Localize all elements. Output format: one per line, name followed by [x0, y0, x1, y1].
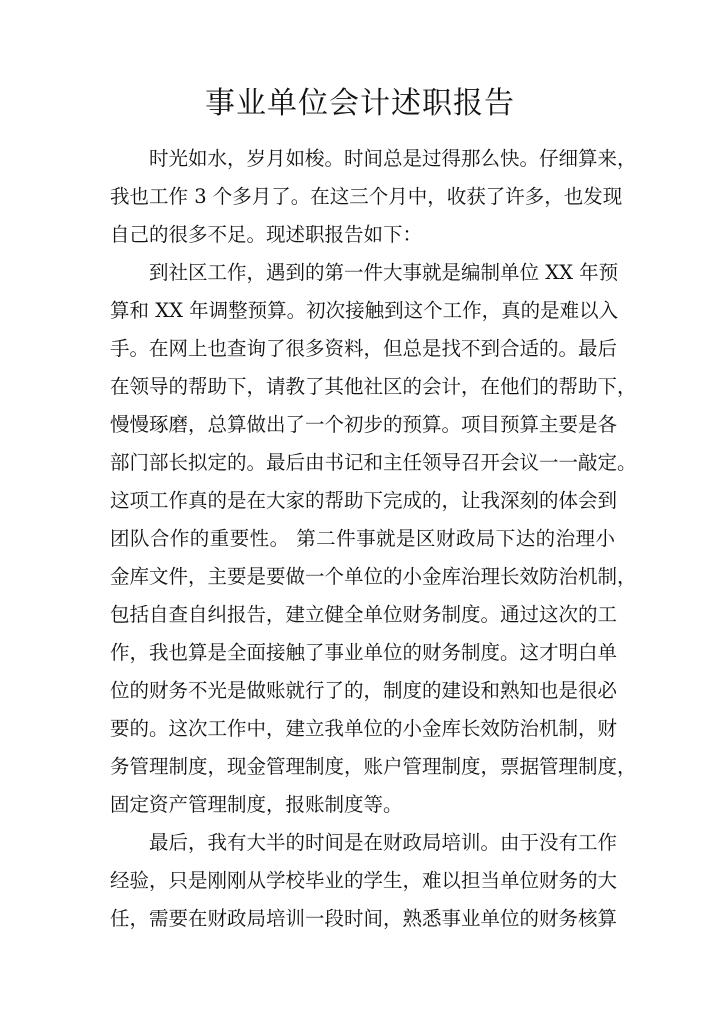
- text-line: 最后，我有大半的时间是在财政局培训。由于没有工作: [149, 831, 618, 854]
- text-line: 到社区工作，遇到的第一件大事就是编制单位 XX 年预: [149, 261, 619, 284]
- text-line: 要的。这次工作中，建立我单位的小金库长效防治机制，财: [110, 717, 618, 740]
- text-line: 经验，只是刚刚从学校毕业的学生，难以担当单位财务的大: [110, 869, 618, 892]
- text-line: 这项工作真的是在大家的帮助下完成的，让我深刻的体会到: [110, 489, 618, 512]
- text-line: 团队合作的重要性。 第二件事就是区财政局下达的治理小: [110, 527, 615, 550]
- text-line: 算和 XX 年调整预算。初次接触到这个工作，真的是难以入: [110, 299, 619, 322]
- text-line: 慢慢琢磨，总算做出了一个初步的预算。项目预算主要是各: [110, 413, 618, 436]
- text-line: 我也工作 3 个多月了。在这三个月中，收获了许多，也发现: [110, 185, 623, 208]
- text-line: 自己的很多不足。现述职报告如下：: [110, 223, 423, 246]
- text-line: 务管理制度，现金管理制度，账户管理制度，票据管理制度，: [110, 755, 637, 778]
- document-body: [110, 140, 637, 938]
- text-line: 时光如水，岁月如梭。时间总是过得那么快。仔细算来，: [149, 147, 637, 170]
- text-line: 固定资产管理制度，报账制度等。: [110, 793, 403, 816]
- document-title: 事业单位会计述职报告: [205, 86, 515, 121]
- text-line: 包括自查自纠报告，建立健全单位财务制度。通过这次的工: [110, 603, 618, 626]
- text-line: 部门部长拟定的。最后由书记和主任领导召开会议一一敲定。: [110, 451, 637, 474]
- text-line: 任，需要在财政局培训一段时间，熟悉事业单位的财务核算: [110, 907, 618, 930]
- text-line: 作，我也算是全面接触了事业单位的财务制度。这才明白单: [110, 641, 618, 664]
- text-line: 手。在网上也查询了很多资料，但总是找不到合适的。最后: [110, 337, 618, 360]
- text-line: 位的财务不光是做账就行了的，制度的建设和熟知也是很必: [110, 679, 618, 702]
- text-line: 在领导的帮助下，请教了其他社区的会计，在他们的帮助下，: [110, 375, 637, 398]
- text-line: 金库文件，主要是要做一个单位的小金库治理长效防治机制，: [110, 565, 637, 588]
